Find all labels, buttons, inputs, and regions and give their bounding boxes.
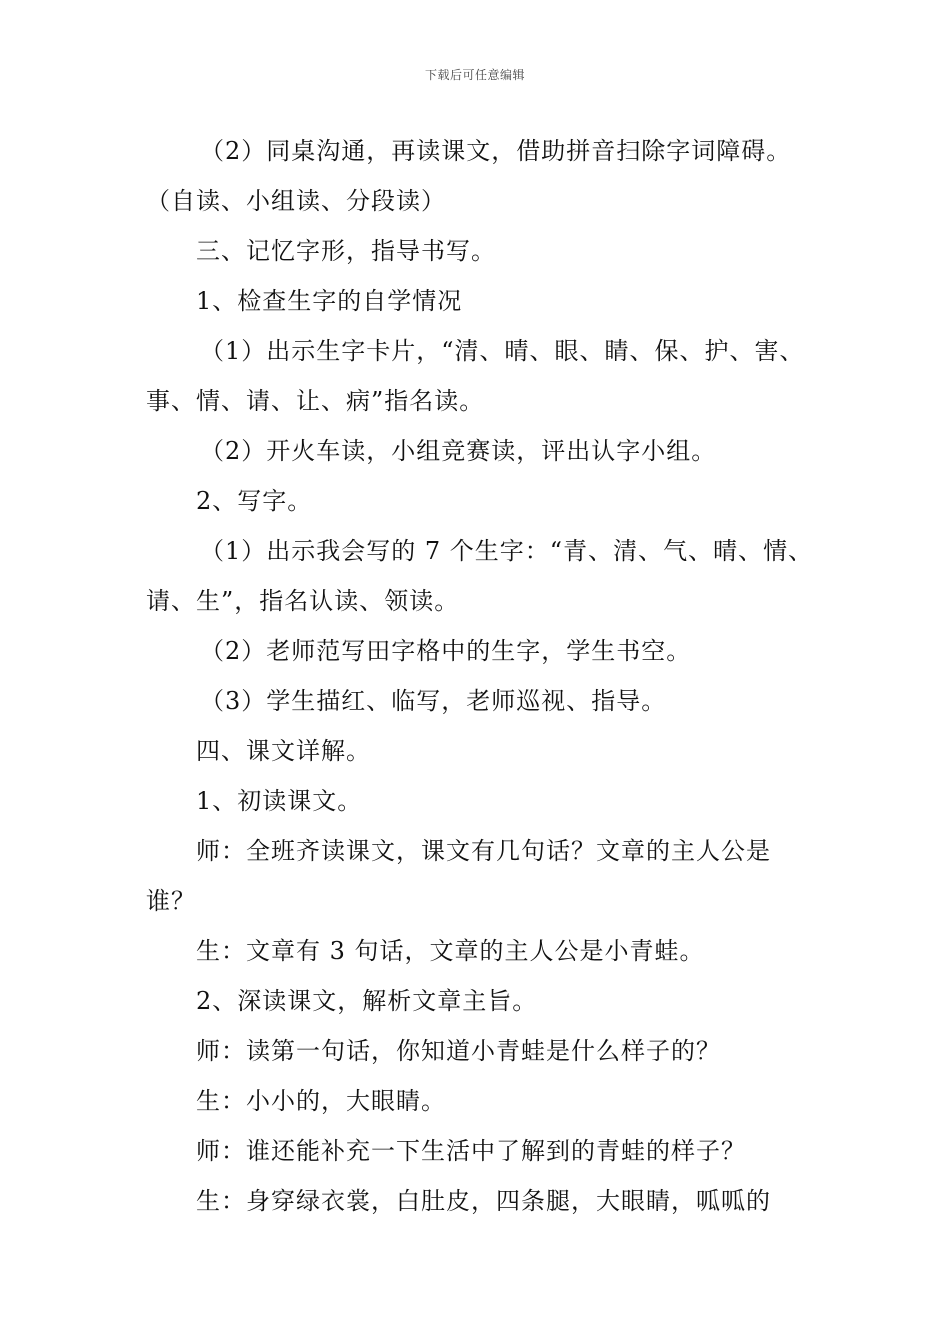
paragraph-line: 2、深读课文，解析文章主旨。 xyxy=(196,987,538,1015)
paragraph-line: 师：全班齐读课文，课文有几句话？文章的主人公是 xyxy=(196,837,771,865)
paragraph-line: 生：小小的，大眼睛。 xyxy=(196,1087,446,1115)
paragraph-line: （3）学生描红、临写，老师巡视、指导。 xyxy=(200,687,667,715)
paragraph-line: （自读、小组读、分段读） xyxy=(146,187,446,215)
paragraph-line: 三、记忆字形，指导书写。 xyxy=(196,237,496,265)
paragraph-line: 生：身穿绿衣裳，白肚皮，四条腿，大眼睛，呱呱的 xyxy=(196,1187,771,1215)
paragraph-line: （2）开火车读，小组竞赛读，评出认字小组。 xyxy=(200,437,717,465)
paragraph-line: 谁？ xyxy=(146,887,196,915)
paragraph-line: （1）出示我会写的 7 个生字：“青、清、气、晴、情、 xyxy=(200,537,814,565)
paragraph-line: 师：读第一句话，你知道小青蛙是什么样子的？ xyxy=(196,1037,721,1065)
paragraph-line: （1）出示生字卡片，“清、晴、眼、睛、保、护、害、 xyxy=(200,337,805,365)
document-body xyxy=(146,126,826,1226)
paragraph-line: 事、情、请、让、病”指名读。 xyxy=(146,387,485,415)
paragraph-line: 1、初读课文。 xyxy=(196,787,363,815)
paragraph-line: （2）同桌沟通，再读课文，借助拼音扫除字词障碍。 xyxy=(200,137,792,165)
paragraph-line: 师：谁还能补充一下生活中了解到的青蛙的样子？ xyxy=(196,1137,746,1165)
paragraph-line: 四、课文详解。 xyxy=(196,737,371,765)
paragraph-line: 请、生”，指名认读、领读。 xyxy=(146,587,460,615)
page-header: 下载后可任意编辑 xyxy=(424,68,525,82)
paragraph-line: （2）老师范写田字格中的生字，学生书空。 xyxy=(200,637,692,665)
paragraph-line: 2、写字。 xyxy=(196,487,313,515)
paragraph-line: 1、检查生字的自学情况 xyxy=(196,287,463,315)
paragraph-line: 生：文章有 3 句话，文章的主人公是小青蛙。 xyxy=(196,937,705,965)
